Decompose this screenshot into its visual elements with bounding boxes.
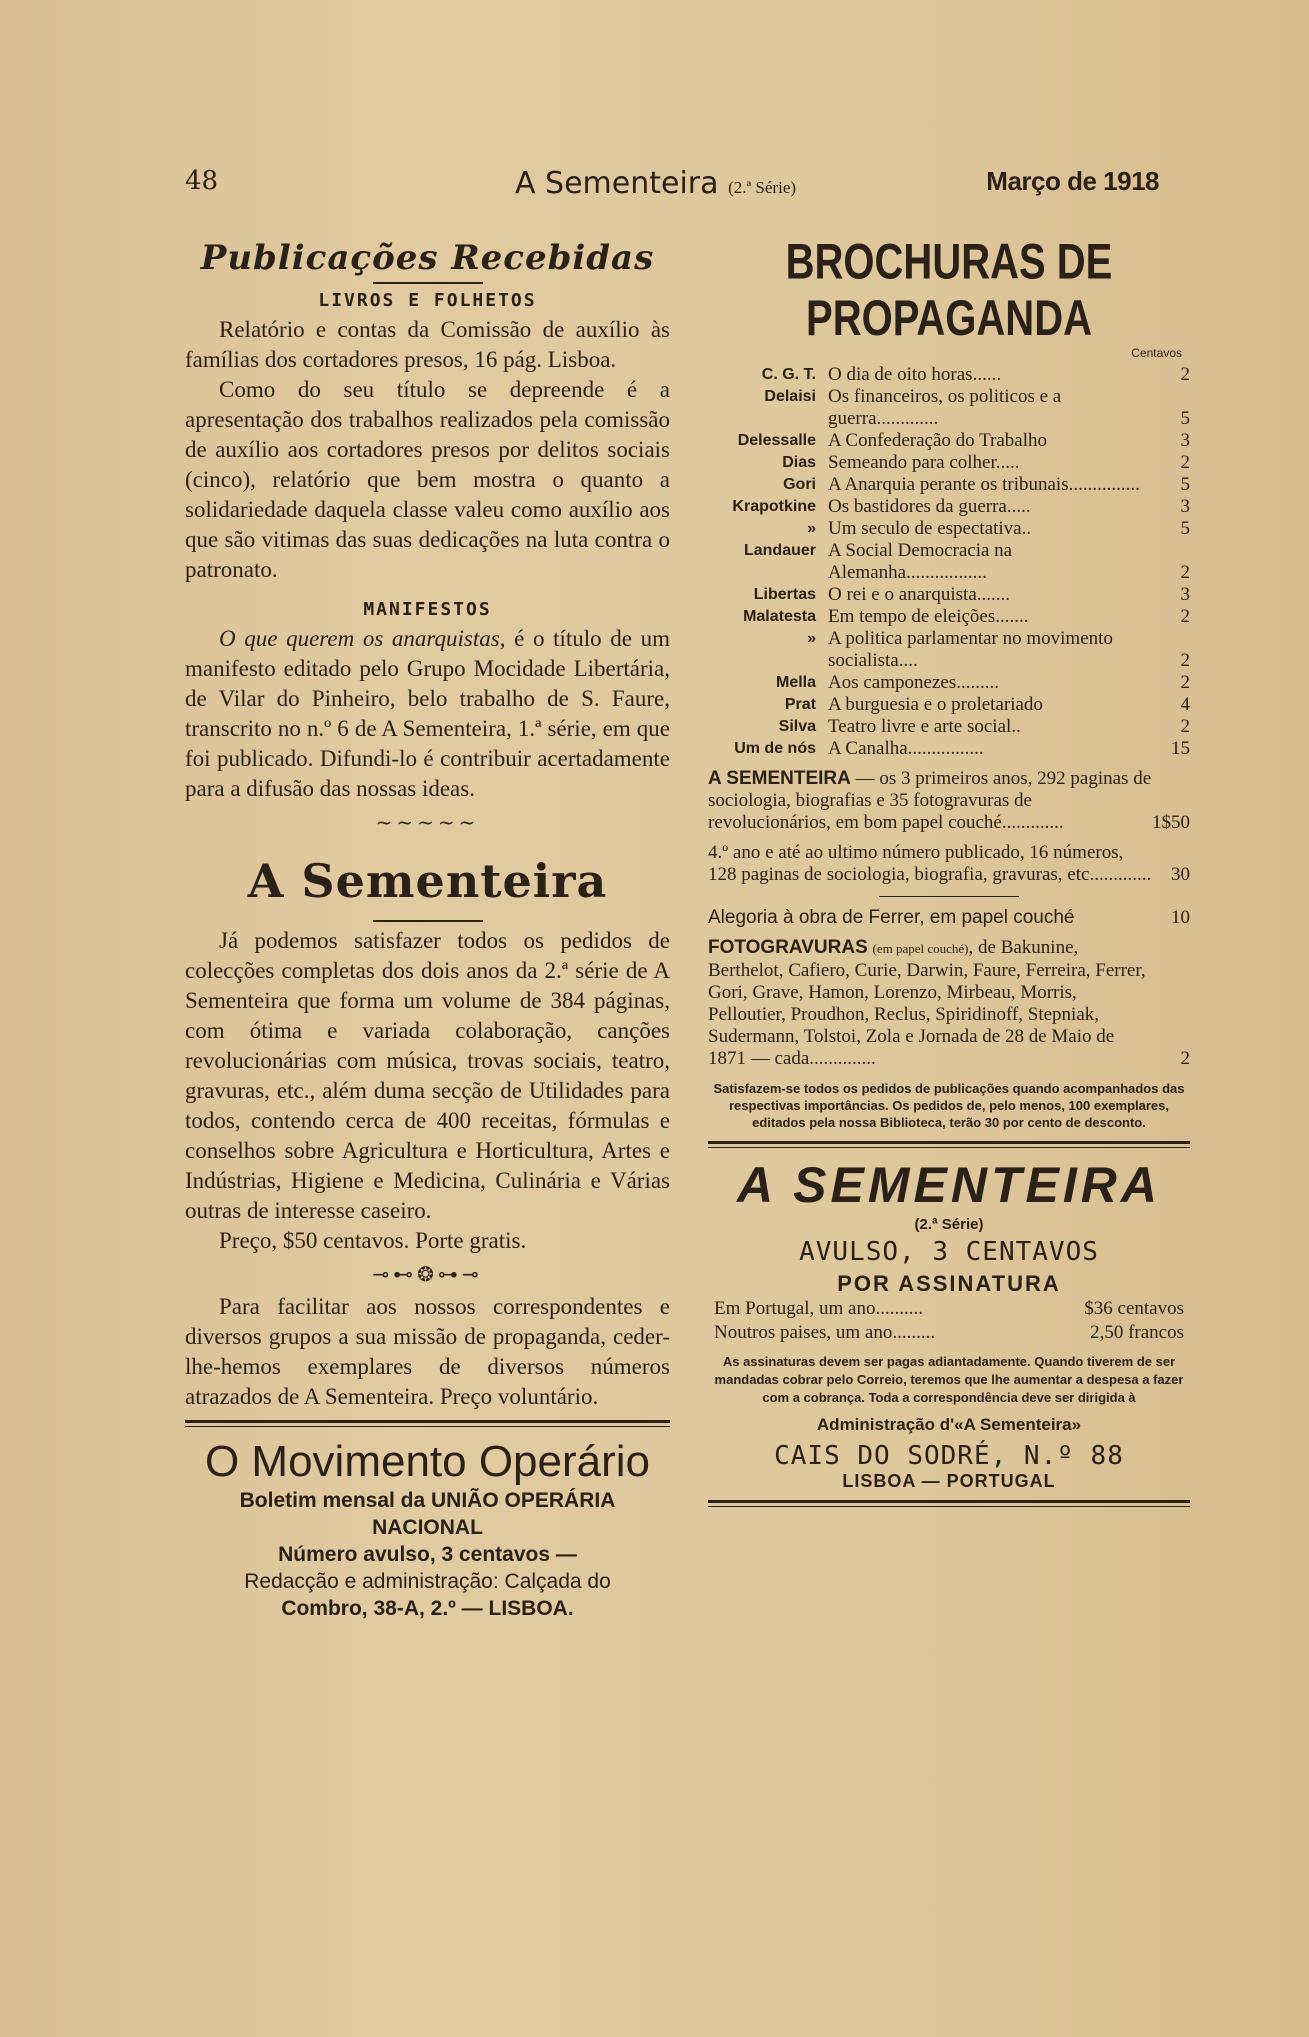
assinaturas-note: As assinaturas devem ser pagas adiantadamente. Quando tiverem de ser mandadas cobrar pelo Correio, teremos que lhe aumentar a despesa a fazer com a cobrança. Toda a correspondência deve ser dirigida à xyxy=(714,1354,1184,1405)
double-rule xyxy=(185,1420,670,1427)
colecoes-paragraph: Já podemos satisfazer todos os pedidos de colecções completas dos dois anos da 2.ª série de A Sementeira que forma um volume de 384 páginas, com ótima e variada colaboração, canções revolucionárias com música, trovas sociais, teatro, gravuras, etc., além duma secção de Utilidades para todos, contendo cerca de 400 receitas, fórmulas e conselhos sobre Agricultura e Horticultura, Artes e Indústrias, Higiene e Medicina, Culinária e Várias outras de interesse caseiro. xyxy=(185,928,670,1223)
price-row-portugal: Em Portugal, um ano.......... $36 centavos xyxy=(714,1298,1184,1319)
divider xyxy=(373,920,483,922)
movimento-operario-ad xyxy=(185,1437,670,1622)
price-row-outros: Noutros paises, um ano......... 2,50 francos xyxy=(714,1322,1184,1343)
publicacoes-title: Publicações Recebidas xyxy=(200,238,655,278)
movimento-line: Boletim mensal da UNIÃO OPERÁRIA NACIONAL xyxy=(239,1489,616,1539)
brochuras-list xyxy=(708,364,1190,760)
header-date: Março de 1918 xyxy=(986,166,1159,196)
movimento-line: Redacção e administração: Calçada do xyxy=(244,1570,611,1593)
preco-line: Preço, $50 centavos. Porte gratis. xyxy=(219,1228,527,1253)
movimento-title: O Movimento Operário xyxy=(204,1437,651,1486)
list-item: Prat A burguesia e o proletariado 4 xyxy=(784,694,1190,715)
list-item: Krapotkine Os bastidores da guerra..... 3 xyxy=(732,496,1190,517)
serie-label: (2.ª Série) xyxy=(914,1216,984,1233)
list-item: Mella Aos camponezes......... 2 xyxy=(775,672,1190,693)
list-item: Um de nós A Canalha................ 15 xyxy=(734,738,1190,759)
list-item: » Um seculo de espectativa.. 5 xyxy=(807,518,1190,539)
sementeira-logo: A Sementeira xyxy=(247,854,608,908)
movimento-line: Número avulso, 3 centavos — xyxy=(278,1543,577,1566)
list-item: Malatesta Em tempo de eleições....... 2 xyxy=(743,606,1190,627)
alegoria-entry: Alegoria à obra de Ferrer, em papel couché 10 xyxy=(708,907,1190,928)
avulso-price: AVULSO, 3 CENTAVOS xyxy=(799,1237,1099,1267)
manifestos-paragraph: O que querem os anarquistas, é o título de um manifesto editado pelo Grupo Mocidade Libertária, de Vilar do Pinheiro, belo trabalho de S. Faure, transcrito no n.º 6 de A Sementeira, 1.ª série, em que foi publicado. Difundi-lo é contribuir acertadamente para a difusão das nossas ideas. xyxy=(185,626,671,801)
page-number: 48 xyxy=(185,166,219,196)
divider xyxy=(879,896,1019,897)
por-assinatura-heading: POR ASSINATURA xyxy=(837,1271,1061,1296)
divider xyxy=(373,282,483,284)
administracao-line: Administração d'«A Sementeira» xyxy=(816,1415,1082,1434)
list-item: » A politica parlamentar no movimento socialista.... 2 xyxy=(807,628,1190,671)
brochuras-title: BROCHURAS DE PROPAGANDA xyxy=(785,234,1113,346)
header-series: (2.ª Série) xyxy=(728,178,797,197)
satisfazem-note: Satisfazem-se todos os pedidos de publicações quando acompanhados das respectivas importâncias. Os pedidos de, pelo menos, 100 exemplares, editados pela nossa Biblioteca, terão 30 por cento de desconto. xyxy=(713,1081,1185,1130)
left-column xyxy=(185,238,670,1622)
city-line: LISBOA — PORTUGAL xyxy=(842,1471,1056,1491)
list-item: Gori A Anarquia perante os tribunais............... 5 xyxy=(783,474,1190,495)
address-line: CAIS DO SODRÉ, N.º 88 xyxy=(774,1441,1124,1471)
centavos-heading: Centavos xyxy=(1131,346,1182,360)
list-item: Delessalle A Confederação do Trabalho 3 xyxy=(737,430,1190,451)
list-item: Landauer A Social Democracia na Alemanha................. 2 xyxy=(743,540,1190,583)
fotogravuras-entry: FOTOGRAVURAS (em papel couché), de Bakunine, Berthelot, Cafiero, Curie, Darwin, Faure, Ferreira, Ferrer, Gori, Grave, Hamon, Lorenzo, Mirbeau, Morris, Pelloutier, Proudhon, Reclus, Spiridinoff, Stepniak, Sudermann, Tolstoi, Zola e Jornada de 28 de Maio de 1871 — cada.............. 2 xyxy=(708,937,1190,1069)
livros-paragraph-2: Como do seu título se depreende é a apresentação dos trabalhos realizados pela comissão de auxílio aos cortadores presos por delitos sociais (cinco), relatório que bem mostra o quanto a solidariedade daquela classe valeu como auxílio aos que são vitimas das suas dedicações na luta contra o patronato. xyxy=(185,377,670,582)
list-item: Libertas O rei e o anarquista....... 3 xyxy=(753,584,1190,605)
sementeira-volumes-entry: 4.º ano e até ao ultimo número publicado, 16 números, 128 paginas de sociologia, biografia, gravuras, etc............. 30 xyxy=(708,842,1190,885)
double-rule xyxy=(708,1500,1190,1507)
right-column xyxy=(708,234,1190,1515)
list-item: Dias Semeando para colher..... 2 xyxy=(782,452,1190,473)
ornament-divider: ~~~~~ xyxy=(375,810,480,834)
list-item: Silva Teatro livre e arte social.. 2 xyxy=(778,716,1190,737)
sementeira-big-title: A SEMENTEIRA xyxy=(737,1157,1161,1213)
livros-paragraph-1: Relatório e contas da Comissão de auxílio às famílias dos cortadores presos, 16 pág. Lisboa. xyxy=(185,317,670,372)
livros-heading: LIVROS E FOLHETOS xyxy=(318,290,537,311)
double-rule xyxy=(708,1141,1190,1148)
manifestos-heading: MANIFESTOS xyxy=(363,599,492,620)
facilitar-paragraph: Para facilitar aos nossos correspondentes e diversos grupos a sua missão de propaganda, ceder-lhe-hemos exemplares de diversos números atrazados de A Sementeira. Preço voluntário. xyxy=(185,1294,670,1409)
list-item: C. G. T. O dia de oito horas...... 2 xyxy=(761,364,1190,385)
running-header xyxy=(185,166,1159,206)
ornament-divider: ⊸⊷❂⊶⊸ xyxy=(372,1262,483,1286)
list-item: Delaisi Os financeiros, os politicos e a guerra............. 5 xyxy=(764,386,1190,429)
sementeira-volumes-entry: A SEMENTEIRA — os 3 primeiros anos, 292 paginas de sociologia, biografias e 35 fotogravuras de revolucionários, em bom papel couché............. 1$50 xyxy=(708,768,1190,833)
movimento-line: Combro, 38-A, 2.º — LISBOA. xyxy=(281,1597,574,1620)
header-title: A Sementeira (2.ª Série) xyxy=(515,166,797,201)
